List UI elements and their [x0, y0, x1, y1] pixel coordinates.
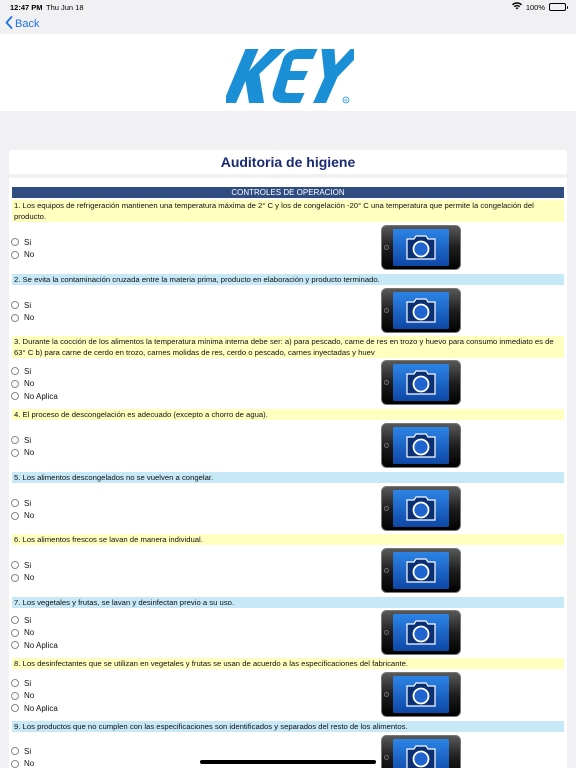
question-7 — [12, 597, 564, 608]
option-si[interactable]: Si — [11, 559, 34, 572]
camera-icon — [381, 423, 461, 468]
radio-icon[interactable] — [11, 760, 19, 768]
status-time: 12:47 PM — [10, 3, 43, 12]
option-no-aplica[interactable]: No Aplica — [11, 639, 58, 652]
camera-icon — [381, 486, 461, 531]
option-si[interactable]: Si — [11, 299, 34, 312]
radio-icon[interactable] — [11, 704, 19, 712]
radio-icon[interactable] — [11, 574, 19, 582]
question-text: 2. Se evita la contaminación cruzada entre la materia prima, producto en elaboración y producto terminado. — [12, 274, 564, 285]
radio-icon[interactable] — [11, 629, 19, 637]
camera-button[interactable] — [381, 225, 461, 270]
camera-button[interactable] — [381, 735, 461, 768]
radio-icon[interactable] — [11, 449, 19, 457]
question-text: 5. Los alimentos descongelados no se vuelven a congelar. — [12, 472, 564, 483]
camera-icon — [381, 610, 461, 655]
option-no[interactable]: No — [11, 690, 58, 703]
option-no[interactable]: No — [11, 312, 34, 325]
radio-icon[interactable] — [11, 512, 19, 520]
camera-button[interactable] — [381, 672, 461, 717]
question-2-options — [11, 299, 34, 324]
logo-banner — [0, 34, 576, 111]
question-4-options — [11, 434, 34, 459]
question-text: 9. Los productos que no cumplen con las especificaciones son identificados y separados del resto de los alimentos. — [12, 721, 564, 732]
battery-percent: 100% — [525, 2, 545, 12]
question-9 — [12, 721, 564, 732]
radio-icon[interactable] — [11, 641, 19, 649]
question-1 — [12, 200, 564, 222]
radio-icon[interactable] — [11, 314, 19, 322]
radio-icon[interactable] — [11, 367, 19, 375]
title-card — [9, 150, 567, 174]
camera-icon — [381, 548, 461, 593]
status-right — [512, 2, 566, 12]
radio-icon[interactable] — [11, 692, 19, 700]
radio-icon[interactable] — [11, 747, 19, 755]
camera-icon — [381, 360, 461, 405]
svg-text:R: R — [344, 97, 348, 103]
audit-form — [9, 178, 567, 768]
wifi-icon — [512, 2, 522, 12]
question-9-options — [11, 745, 34, 768]
question-1-options — [11, 236, 34, 261]
question-7-options — [11, 614, 58, 652]
camera-button[interactable] — [381, 288, 461, 333]
home-indicator[interactable] — [200, 760, 376, 764]
camera-icon — [381, 225, 461, 270]
status-bar — [0, 0, 576, 14]
radio-icon[interactable] — [11, 616, 19, 624]
option-no[interactable]: No — [11, 510, 34, 523]
question-text: 7. Los vegetales y frutas, se lavan y desinfectan previo a su uso. — [12, 597, 564, 608]
radio-icon[interactable] — [11, 301, 19, 309]
back-label: Back — [15, 18, 40, 30]
option-si[interactable]: Si — [11, 365, 58, 378]
radio-icon[interactable] — [11, 436, 19, 444]
option-si[interactable]: Si — [11, 497, 34, 510]
question-5-options — [11, 497, 34, 522]
option-si[interactable]: Si — [11, 236, 34, 249]
question-4 — [12, 409, 564, 420]
option-si[interactable]: Si — [11, 614, 58, 627]
question-text: 6. Los alimentos frescos se lavan de manera individual. — [12, 534, 564, 545]
question-text: 1. Los equipos de refrigeración mantienen una temperatura máxima de 2° C y los de congelación -20° C una temperatura que permite la congelación del producto. — [12, 200, 564, 222]
key-logo — [226, 47, 354, 105]
status-date: Thu Jun 18 — [46, 3, 84, 12]
back-button[interactable] — [5, 16, 39, 32]
camera-icon — [381, 735, 461, 768]
camera-icon — [381, 288, 461, 333]
question-6 — [12, 534, 564, 545]
option-no[interactable]: No — [11, 378, 58, 391]
question-3-options — [11, 365, 58, 403]
camera-button[interactable] — [381, 486, 461, 531]
radio-icon[interactable] — [11, 238, 19, 246]
question-text: 3. Durante la cocción de los alimentos la temperatura mínima interna debe ser: a) para pescado, carne de res en trozo y huevo para consumo inmediato es de 63° C b) para carne de cerdo en trozo, carnes molidas de res, cerdo o pescado, carnes inyectadas y huev — [12, 336, 564, 358]
section-header: CONTROLES DE OPERACION — [12, 187, 564, 198]
radio-icon[interactable] — [11, 679, 19, 687]
option-no[interactable]: No — [11, 627, 58, 640]
radio-icon[interactable] — [11, 251, 19, 259]
camera-button[interactable] — [381, 360, 461, 405]
question-8-options — [11, 677, 58, 715]
radio-icon[interactable] — [11, 561, 19, 569]
question-8 — [12, 658, 564, 669]
question-6-options — [11, 559, 34, 584]
camera-button[interactable] — [381, 610, 461, 655]
radio-icon[interactable] — [11, 499, 19, 507]
question-5 — [12, 472, 564, 483]
option-no[interactable]: No — [11, 572, 34, 585]
page-title: Auditoria de higiene — [220, 154, 356, 170]
radio-icon[interactable] — [11, 380, 19, 388]
chevron-left-icon — [5, 16, 15, 32]
battery-icon — [549, 3, 566, 11]
option-no-aplica[interactable]: No Aplica — [11, 390, 58, 403]
nav-bar — [0, 14, 576, 34]
question-2 — [12, 274, 564, 285]
camera-icon — [381, 672, 461, 717]
option-si[interactable]: Si — [11, 434, 34, 447]
question-text: 4. El proceso de descongelación es adecuado (excepto a chorro de agua). — [12, 409, 564, 420]
camera-button[interactable] — [381, 423, 461, 468]
option-si[interactable]: Si — [11, 677, 58, 690]
camera-button[interactable] — [381, 548, 461, 593]
option-si[interactable]: Si — [11, 745, 34, 758]
question-3 — [12, 336, 564, 358]
radio-icon[interactable] — [11, 392, 19, 400]
option-no[interactable]: No — [11, 249, 34, 262]
question-text: 8. Los desinfectantes que se utilizan en vegetales y frutas se usan de acuerdo a las especificaciones del fabricante. — [12, 658, 564, 669]
option-no[interactable]: No — [11, 758, 34, 768]
option-no[interactable]: No — [11, 447, 34, 460]
option-no-aplica[interactable]: No Aplica — [11, 702, 58, 715]
